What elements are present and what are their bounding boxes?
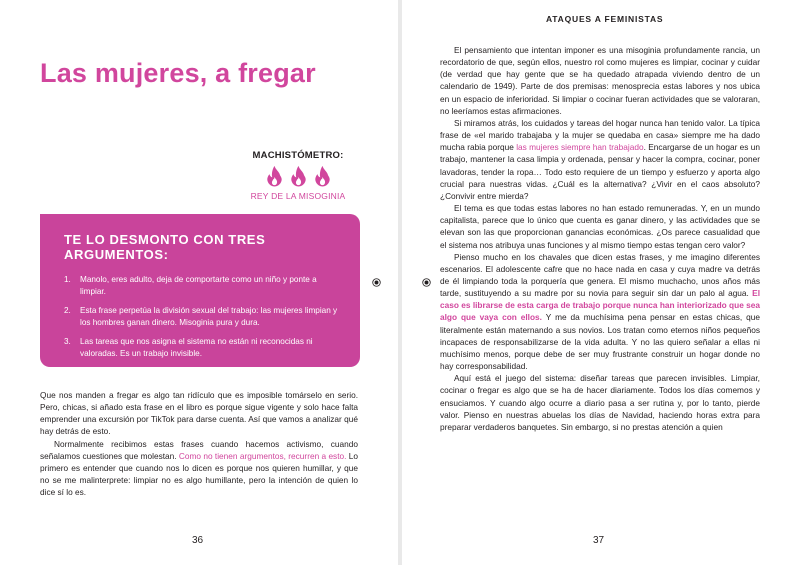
left-body-text [40, 389, 358, 498]
flame-icon [289, 165, 308, 187]
chapter-title: Las mujeres, a fregar [40, 58, 316, 88]
running-head: ATAQUES A FEMINISTAS [546, 14, 664, 24]
paragraph: El tema es que todas estas labores no han estado remuneradas. Y, en un mundo capitalista, parece que lo único que cuenta es ganar dinero, y las actividades que se elevan son las que proporcionan ganancias económicas. ¿Os parece casualidad que el sistema nos atribuya unas funciones y al mismo tiempo estas tengan cero valor? [440, 203, 760, 250]
meter-rank: REY DE LA MISOGINIA [250, 191, 346, 201]
paragraph: Pienso mucho en los chavales que dicen estas frases, y me imagino diferentes escenarios. El adolescente cafre que no hace nada en casa y cuya madre va detrás de él limpiando toda la porquería que genera. El mismo muchacho, unos años más tarde, sustituyendo a su madre por su novia para seguir sin dar un palo al agua. El caso es librarse de esta carga de trabajo porque nunca han interiorizado que sea algo que vaya con ellos. Y me da muchísima pena pensar en estas chicas, que literalmente están maternando a sus novios. Los tratan como eternos niños pequeños incapaces de responsabilizarse de la vida adulta. Y no las quiero señalar a ellas ni muchísimo menos, porque debe de ser muy frustrante construir un hogar donde no hay corresponsabilidad. [440, 251, 761, 372]
paragraph: El pensamiento que intentan imponer es una misoginia profundamente rancia, un recordatorio de que, según ellos, nuestro rol como mujeres es limpiar, cocinar y cuidar (de verdad que hay gente que se ha quedado atrapada viviendo dentro de un calendario de 1949). Parte de dos premisas: menosprecia estas labores y nos ubica en un espacio de inferioridad. Si limpiar o cocinar fueran actividades que se valoraran, no leeríamos estas afirmaciones. [440, 45, 760, 116]
argument-text: Manolo, eres adulto, deja de comportarte como un niño y ponte a limpiar. [80, 275, 317, 297]
box-title: TE LO DESMONTO CON TRES ARGUMENTOS: [64, 232, 266, 262]
registration-mark-icon [372, 278, 381, 287]
right-body-text [440, 44, 760, 433]
paragraph: Si miramos atrás, los cuidados y tareas del hogar nunca han tenido valor. La típica frase de «el marido trabajaba y la mujer se quedaba en casa» siempre me ha dado mucha rabia porque las mujeres siempre han trabajado. Encargarse de un hogar es un trabajo, mantener la casa limpia y ordenada, pensar y hacer la compra, cocinar, poner lavadoras, tender la ropa… Todo esto requiere de un tiempo y esfuerzo y aporta algo crucial para nuestras vidas. ¿Cuál es la alternativa? ¿Vivir en el caos absoluto? ¿Convivir entre mierda? [440, 117, 760, 201]
left-page [0, 0, 398, 565]
arguments-box [40, 214, 360, 367]
argument-number: 3. [64, 336, 71, 346]
argument-item [64, 274, 342, 299]
flame-icon [265, 165, 284, 187]
highlighted-text: las mujeres siempre han trabajado [516, 142, 644, 153]
right-page [402, 0, 800, 565]
flame-icon [313, 165, 332, 187]
meter-label: MACHISTÓMETRO: [252, 150, 344, 161]
highlighted-text: El caso es librarse de esta carga de trabajo porque nunca han interiorizado que sea algo que vaya con ellos. [440, 288, 760, 323]
arguments-list [64, 274, 342, 360]
argument-item [64, 305, 342, 330]
argument-number: 1. [64, 275, 71, 284]
meter-flames [238, 165, 358, 187]
paragraph: Normalmente recibimos estas frases cuando hacemos activismo, cuando señalamos cuestiones que molestan. Como no tienen argumentos, recurren a esto. Lo primero es entender que cuando nos lo dicen es porque nos quieren humillar, y que no se me malinterprete: limpiar no es algo humillante, pero la intención de quien lo dice sí lo es. [40, 438, 358, 498]
argument-item [64, 336, 342, 361]
argument-number: 2. [64, 305, 71, 315]
registration-mark-icon [422, 278, 431, 287]
argument-text: Esta frase perpetúa la división sexual del trabajo: las mujeres limpian y los hombres ganan dinero. Misoginia pura y dura. [80, 305, 338, 328]
highlighted-text: Como no tienen argumentos, recurren a esto. [178, 450, 347, 461]
paragraph: Que nos manden a fregar es algo tan ridículo que es imposible tomárselo en serio. Pero, chicas, si añado esta frase en el libro es porque sigue vigente y solo hace falta emprender una excursión por TikTok para darse cuenta. Así que vamos a analizar qué hay detrás de esto. [40, 390, 358, 437]
argument-text: Las tareas que nos asigna el sistema no están ni reconocidas ni valoradas. Es un trabajo invisible. [80, 336, 313, 359]
machistometro [238, 150, 358, 201]
paragraph: Aquí está el juego del sistema: diseñar tareas que parecen invisibles. Limpiar, cocinar o fregar es algo que se ha de hacer diariamente. Todos los días comemos y ensuciamos. Y cuando algo ocurre a diario pasa a ser rutina y, por lo tanto, pierde valor. Pienso en nuestras abuelas los días de Navidad, haciendo horas extra para preparar verdaderos banquetes. Sin embargo, si no prestas atención a quien [440, 373, 760, 432]
page-number: 37 [593, 535, 605, 546]
page-number: 36 [192, 535, 204, 546]
